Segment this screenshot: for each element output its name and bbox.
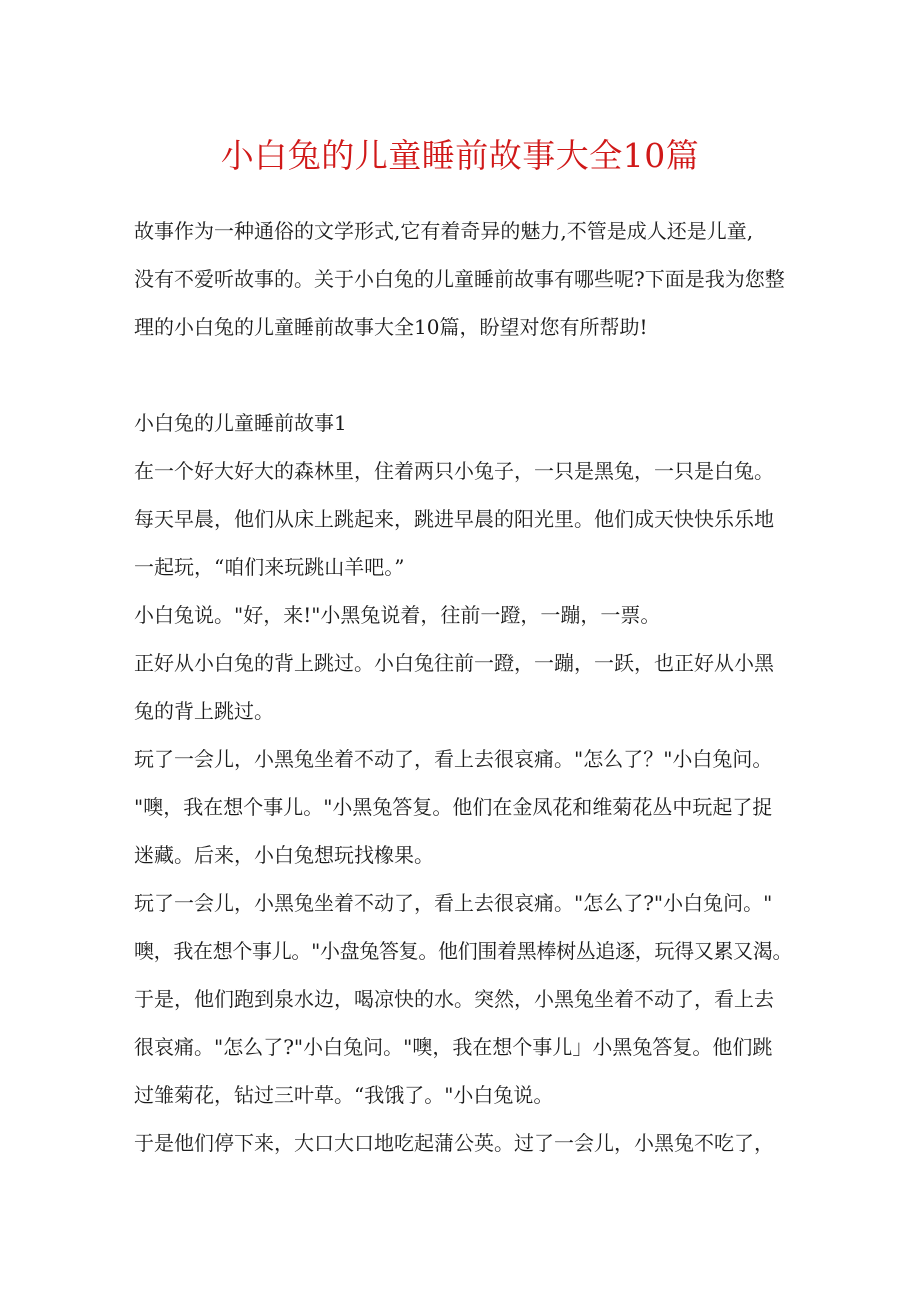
section-heading: 小白兔的儿童睡前故事1 [134,411,347,435]
story-line-7: 玩了一会儿，小黑兔坐着不动了，看上去很哀痛。"怎么了？"小白兔问。 [134,747,773,771]
story-line-13: 很哀痛。"怎么了?"小白兔问。"噢，我在想个事儿」小黑兔答复。他们跳 [134,1035,773,1059]
story-line-12: 于是，他们跑到泉水边，喝凉快的水。突然，小黑兔坐着不动了，看上去 [134,987,774,1011]
story-line-2: 每天早晨，他们从床上跳起来，跳进早晨的阳光里。他们成天快快乐乐地 [134,507,774,531]
story-line-15: 于是他们停下来，大口大口地吃起蒲公英。过了一会儿，小黑兔不吃了， [134,1131,774,1155]
story-line-11: 噢，我在想个事儿。"小盘兔答复。他们围着黑棒树丛追逐，玩得又累又渴。 [134,939,793,963]
story-line-10: 玩了一会儿，小黑兔坐着不动了，看上去很哀痛。"怎么了?"小白兔问。" [134,891,773,915]
story-line-14: 过雏菊花，钻过三叶草。“我饿了。"小白兔说。 [134,1083,554,1107]
story-line-9: 迷藏。后来，小白兔想玩找橡果。 [134,843,434,867]
intro-line-3: 理的小白兔的儿童睡前故事大全10篇，盼望对您有所帮助! [134,315,648,339]
story-line-1: 在一个好大好大的森林里，住着两只小兔子，一只是黑兔，一只是白兔。 [134,459,774,483]
intro-line-2: 没有不爱听故事的。关于小白兔的儿童睡前故事有哪些呢?下面是我为您整 [134,267,785,291]
document-title: 小白兔的儿童睡前故事大全10篇 [220,136,700,175]
story-line-4: 小白兔说。"好，来!"小黑兔说着，往前一蹬，一蹦，一票。 [134,603,661,627]
story-line-6: 兔的背上跳过。 [134,699,274,723]
story-line-8: "噢，我在想个事儿。"小黑兔答复。他们在金凤花和维菊花丛中玩起了捉 [134,795,773,819]
story-line-5: 正好从小白兔的背上跳过。小白兔往前一蹬，一蹦，一跃，也正好从小黑 [134,651,774,675]
story-line-3: 一起玩，“咱们来玩跳山羊吧。” [134,555,405,579]
intro-line-1: 故事作为一种通俗的文学形式,它有着奇异的魅力,不管是成人还是儿童, [134,219,754,243]
